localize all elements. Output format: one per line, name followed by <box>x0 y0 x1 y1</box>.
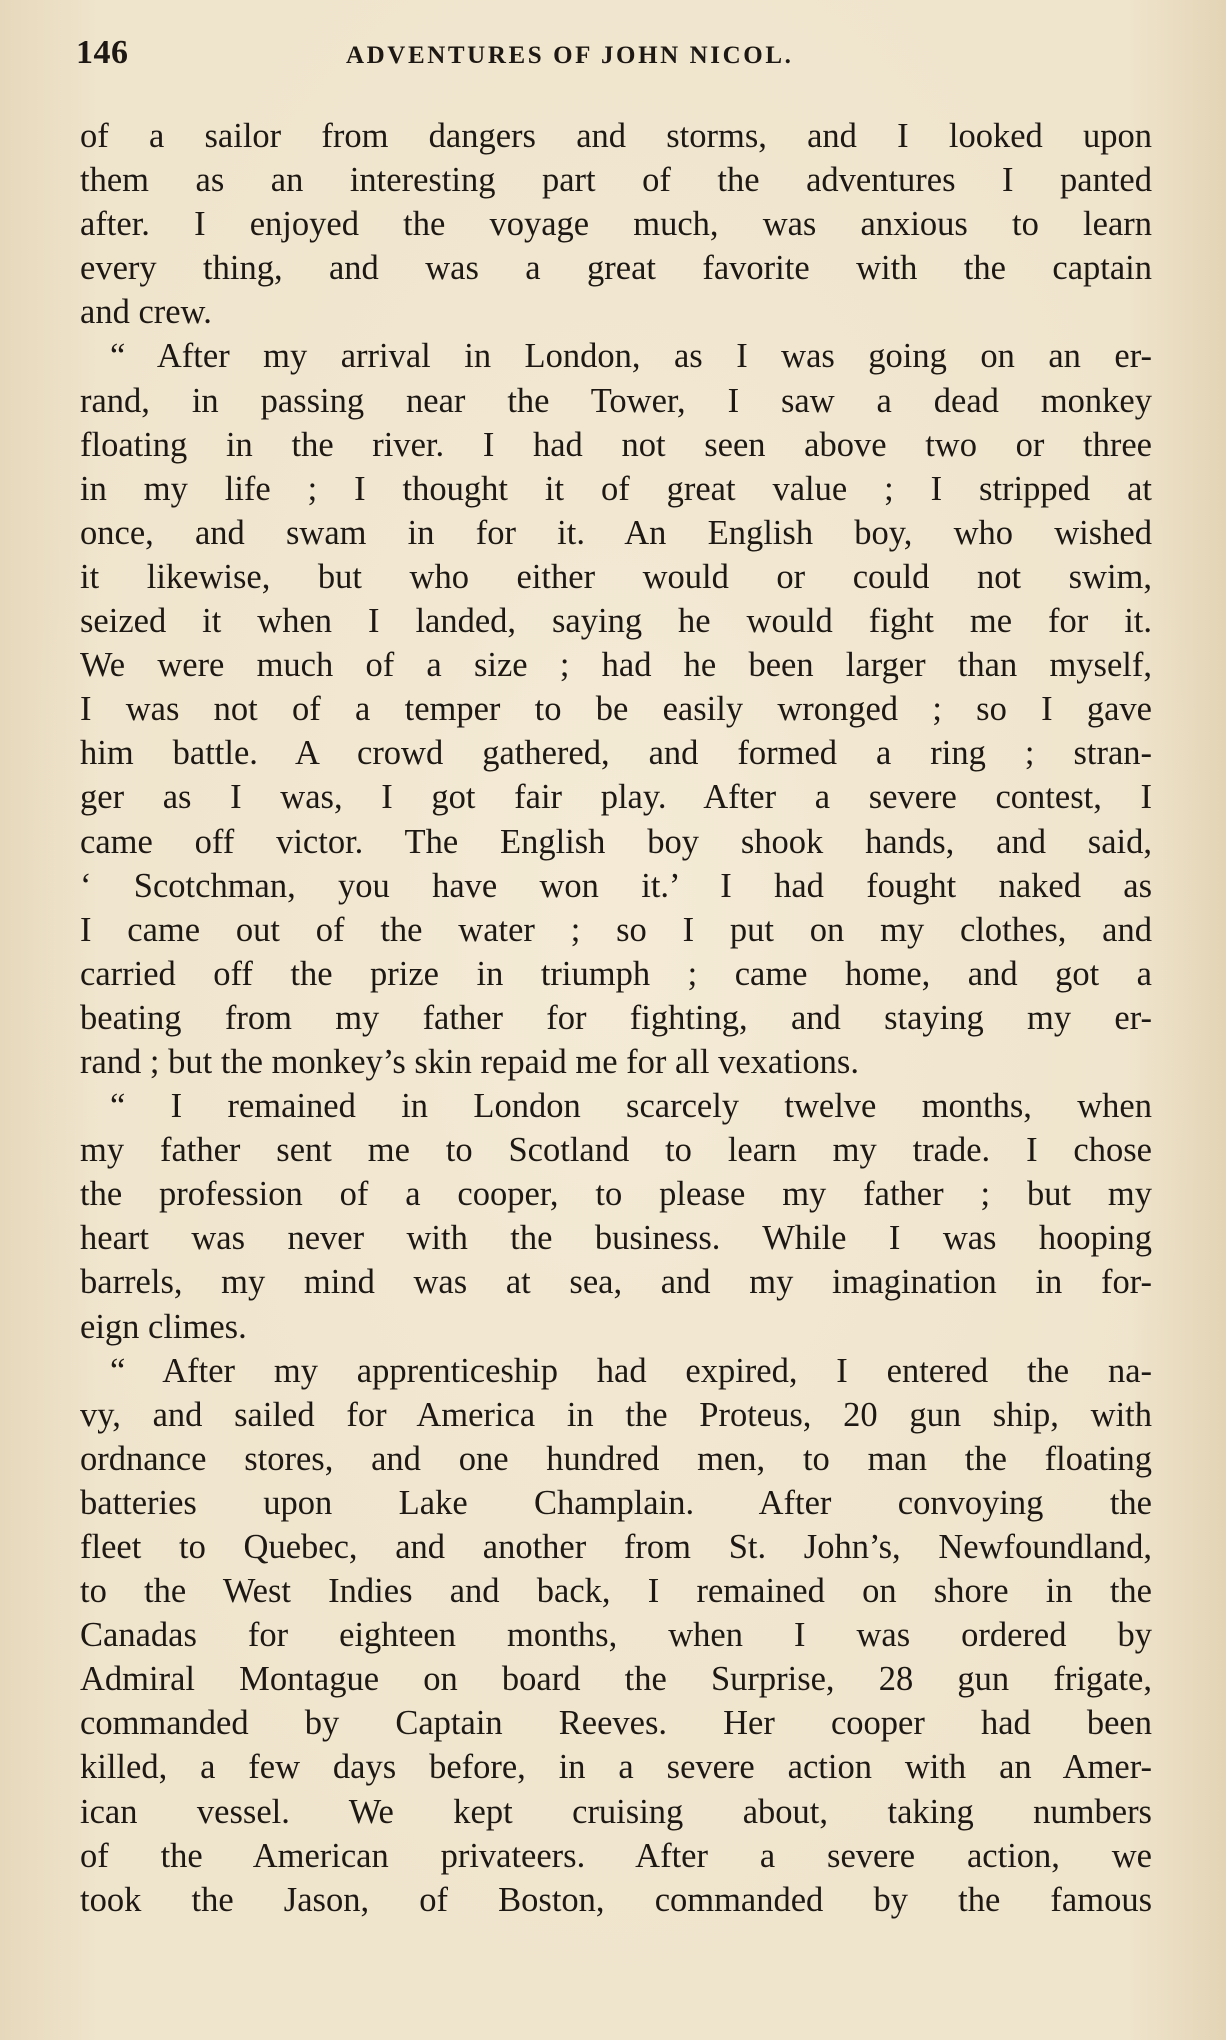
text-line: “ After my apprenticeship had expired, I entered the na- <box>110 1351 1152 1390</box>
text-line: carried off the prize in triumph ; came home, and got a <box>80 954 1152 993</box>
text-line: of the American privateers. After a severe action, we <box>80 1836 1152 1875</box>
text-line: in my life ; I thought it of great value ; I stripped at <box>80 469 1152 508</box>
text-line: him battle. A crowd gathered, and formed a ring ; stran- <box>80 734 1152 773</box>
text-line: rand ; but the monkey’s skin repaid me for all vexations. <box>80 1042 859 1081</box>
body-text <box>80 114 1152 1922</box>
text-line: after. I enjoyed the voyage much, was anxious to learn <box>80 205 1152 244</box>
text-line: killed, a few days before, in a severe action with an Amer- <box>80 1748 1152 1787</box>
text-line: “ After my arrival in London, as I was going on an er- <box>110 337 1152 376</box>
text-line: it likewise, but who either would or could not swim, <box>80 557 1152 596</box>
text-line: rand, in passing near the Tower, I saw a dead monkey <box>80 381 1152 420</box>
text-line: seized it when I landed, saying he would fight me for it. <box>80 602 1152 641</box>
text-line: ger as I was, I got fair play. After a severe contest, I <box>80 778 1152 817</box>
text-line: took the Jason, of Boston, commanded by the famous <box>80 1880 1152 1919</box>
text-line: of a sailor from dangers and storms, and I looked upon <box>80 117 1152 155</box>
text-line: my father sent me to Scotland to learn my trade. I chose <box>80 1131 1152 1170</box>
text-line: to the West Indies and back, I remained on shore in the <box>80 1572 1152 1611</box>
text-line: ican vessel. We kept cruising about, taking numbers <box>80 1792 1152 1831</box>
text-line: floating in the river. I had not seen above two or three <box>80 425 1152 464</box>
text-line: ordnance stores, and one hundred men, to man the floating <box>80 1439 1152 1478</box>
text-line: Admiral Montague on board the Surprise, 28 gun frigate, <box>80 1660 1152 1699</box>
text-line: fleet to Quebec, and another from St. John’s, Newfoundland, <box>80 1528 1152 1566</box>
text-line: heart was never with the business. While I was hooping <box>80 1219 1152 1258</box>
page-number: 146 <box>76 34 129 71</box>
text-line: barrels, my mind was at sea, and my imagination in for- <box>80 1263 1152 1302</box>
text-line: I came out of the water ; so I put on my clothes, and <box>80 910 1152 949</box>
text-line: every thing, and was a great favorite with the captain <box>80 249 1152 288</box>
text-line: eign climes. <box>80 1307 247 1346</box>
text-line: I was not of a temper to be easily wronged ; so I gave <box>80 690 1152 729</box>
running-head <box>76 30 1156 80</box>
text-line: beating from my father for fighting, and staying my er- <box>80 998 1152 1037</box>
text-line: came off victor. The English boy shook hands, and said, <box>80 822 1152 861</box>
text-line: “ I remained in London scarcely twelve months, when <box>110 1087 1152 1126</box>
text-line: them as an interesting part of the adventures I panted <box>80 161 1152 200</box>
text-line: ‘ Scotchman, you have won it.’ I had fought naked as <box>80 866 1152 905</box>
text-line: batteries upon Lake Champlain. After convoying the <box>80 1483 1152 1522</box>
running-title: ADVENTURES OF JOHN NICOL. <box>346 42 794 69</box>
text-line: Canadas for eighteen months, when I was ordered by <box>80 1616 1152 1655</box>
text-line: the profession of a cooper, to please my father ; but my <box>80 1175 1152 1214</box>
text-line: commanded by Captain Reeves. Her cooper had been <box>80 1704 1152 1743</box>
text-line: We were much of a size ; had he been larger than myself, <box>80 646 1152 685</box>
text-line: and crew. <box>80 293 212 332</box>
text-line: vy, and sailed for America in the Proteus, 20 gun ship, with <box>80 1395 1152 1434</box>
text-line: once, and swam in for it. An English boy, who wished <box>80 513 1152 552</box>
